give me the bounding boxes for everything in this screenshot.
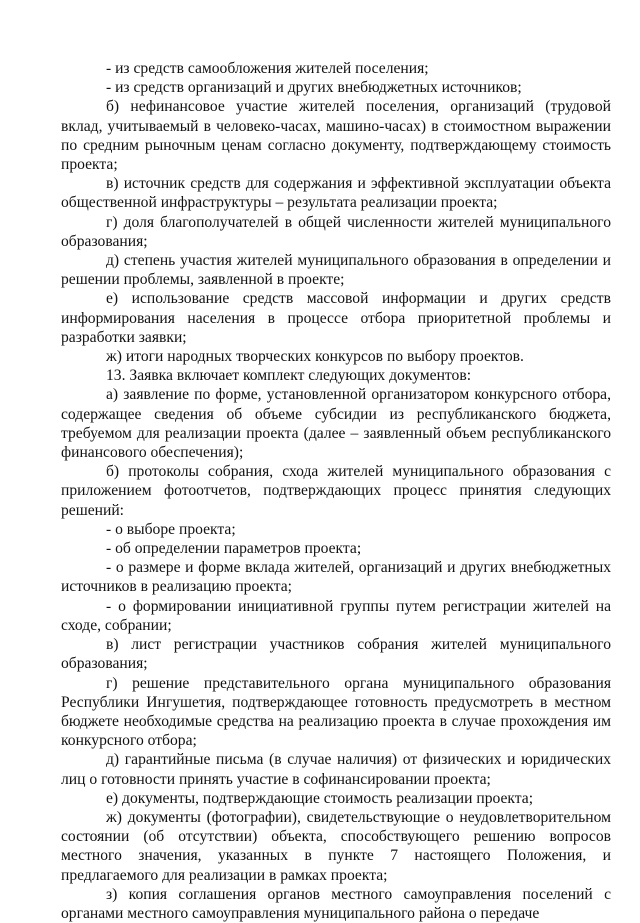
paragraph-item-zh-contests: ж) итоги народных творческих конкурсов по выбору проектов. bbox=[106, 348, 524, 366]
paragraph-doc-e-cost-documents: е) документы, подтверждающие стоимость реализации проекта; bbox=[106, 789, 534, 807]
document-page bbox=[61, 59, 611, 923]
paragraph-item-b-nonfinancial: б) нефинансовое участие жителей поселения, организаций (трудовой вклад, учитываемый в человеко-часах, машино-часах) в стоимостном выражении по средним рыночным ценам согласно документу, подтверждающему стоимость проекта; bbox=[61, 98, 611, 174]
paragraph-doc-a-application: а) заявление по форме, установленной организатором конкурсного отбора, содержащее сведения об объеме субсидии из республиканского бюджета, требуемом для реализации проекта (далее – заявленный объем республиканского финансового обеспечения); bbox=[61, 386, 611, 462]
paragraph-item-g-beneficiaries: г) доля благополучателей в общей численности жителей муниципального образования; bbox=[61, 213, 611, 250]
paragraph-decision-initiative-group: - о формировании инициативной группы путем регистрации жителей на сходе, собрании; bbox=[61, 597, 611, 634]
paragraph-funding-self-taxation: - из средств самообложения жителей поселения; bbox=[106, 60, 429, 77]
paragraph-item-e-media: е) использование средств массовой информации и других средств информирования населения в процессе отбора приоритетной проблемы и разработки заявки; bbox=[61, 290, 611, 346]
paragraph-item-v-maintenance: в) источник средств для содержания и эффективной эксплуатации объекта общественной инфраструктуры – результата реализации проекта; bbox=[61, 175, 611, 212]
paragraph-doc-v-registration: в) лист регистрации участников собрания жителей муниципального образования; bbox=[61, 636, 611, 673]
paragraph-section-13: 13. Заявка включает комплект следующих документов: bbox=[106, 367, 472, 385]
paragraph-funding-organizations: - из средств организаций и других внебюджетных источников; bbox=[106, 79, 522, 97]
paragraph-decision-parameters: - об определении параметров проекта; bbox=[106, 540, 362, 558]
paragraph-doc-b-protocols: б) протоколы собрания, схода жителей муниципального образования с приложением фотоотчетов, подтверждающих процесс принятия следующих решений: bbox=[61, 463, 611, 519]
paragraph-doc-zh-photographs: ж) документы (фотографии), свидетельствующие о неудовлетворительном состоянии (об отсутствии) объекта, способствующего решению вопросов местного значения, указанных в пункте 7 настоящего Положения, и предлагаемого для реализации в рамках проекта; bbox=[61, 808, 611, 884]
paragraph-decision-project: - о выборе проекта; bbox=[106, 520, 236, 538]
paragraph-doc-g-decision: г) решение представительного органа муниципального образования Республики Ингушетия, подтверждающее готовность предусмотреть в местном бюджете необходимые средства на реализацию проекта в случае прохождения им конкурсного отбора; bbox=[61, 674, 611, 750]
paragraph-decision-contribution: - о размере и форме вклада жителей, организаций и других внебюджетных источников в реализацию проекта; bbox=[61, 559, 611, 596]
paragraph-item-d-participation: д) степень участия жителей муниципального образования в определении и решении проблемы, заявленной в проекте; bbox=[61, 252, 611, 289]
paragraph-doc-d-guarantee-letters: д) гарантийные письма (в случае наличия) от физических и юридических лиц о готовности принять участие в софинансировании проекта; bbox=[61, 751, 611, 788]
paragraph-doc-z-agreement: з) копия соглашения органов местного самоуправления поселений с органами местного самоуправления муниципального района о передаче bbox=[61, 885, 611, 922]
